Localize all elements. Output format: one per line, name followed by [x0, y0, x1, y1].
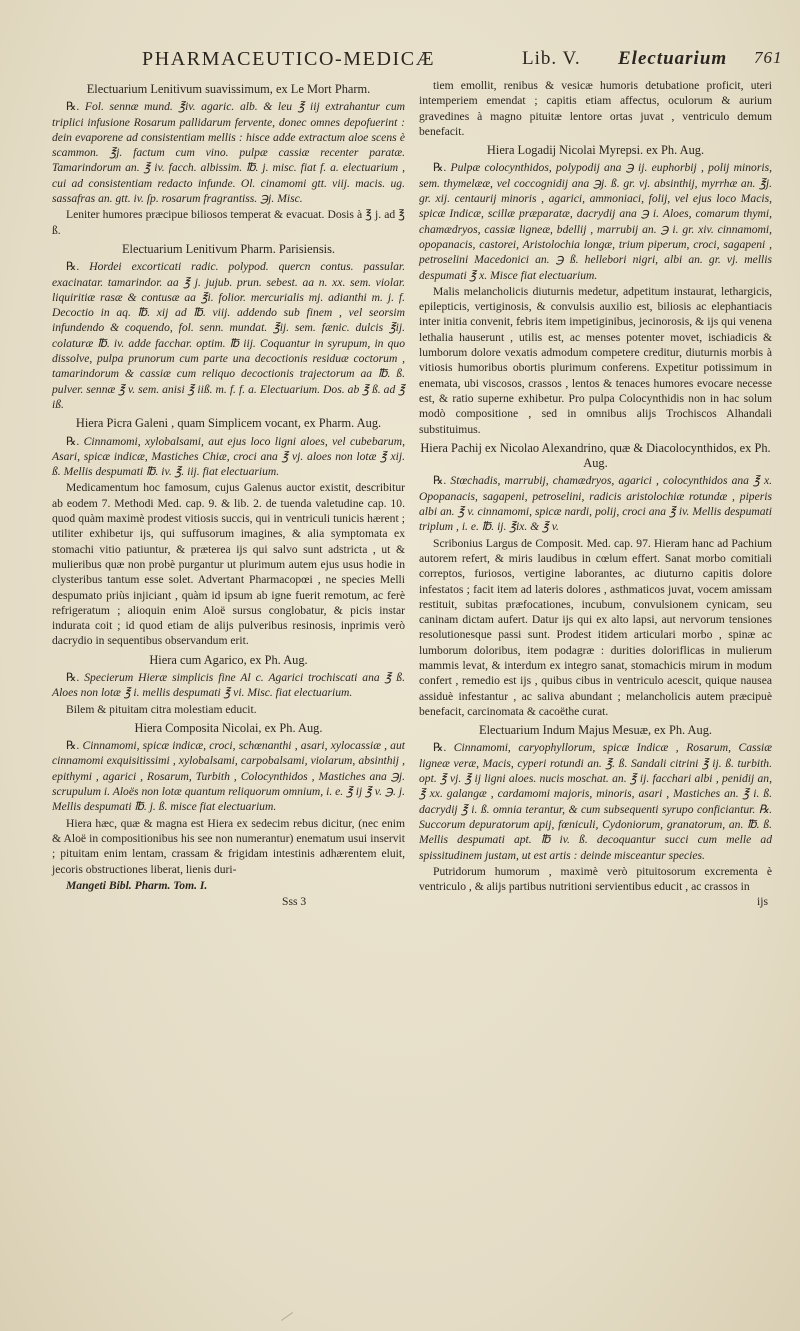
recipe-title: Electuarium Lenitivum Pharm. Parisiensis. — [121, 241, 335, 256]
body-paragraph: Hiera hæc, quæ & magna est Hiera ex sedecim rebus dicitur, (nec enim & Aloë in compositionibus his see non numerantur) enematum usui inservit ; pituitam enim lentam, crassam & frigidam intestinis adhærentem eluit, jecoris obstructiones liberat, lienis duri- — [52, 816, 405, 876]
paper-blemish — [281, 1312, 293, 1321]
body-paragraph: Medicamentum hoc famosum, cujus Galenus auctor existit, describitur ab eodem 7. Methodi Med. cap. 9. & lib. 2. de tuenda valetudine cap. 10. quod quàm maximè prodest vitiosis succis, qui in ventriculi tunicis hærent ; utiliter exhibetur ijs, qui suffusorum imagines, & alia symptomata ex stomachi vitio patiuntur, & præterea ijs qui salvo sunt adstricta , ut & mulieribus quæ non probè purgantur ut plurimum autem ejus usus hodie in clysteribus tantum esse solet. Advertant Pharmacopœi , ne species Melli despumato priùs injiciant , quàm id ipsum ab igne fuerit remotum, ac ferè refrigeratum ; alioquin enim Aloë sursus conglobatur, & picis instar indurata coit ; id quod etiam de alijs pulveribus resinosis, inprimis verò dacrydio in sequentibus observandum erit. — [52, 481, 405, 648]
section-title: Electuarium — [618, 48, 728, 69]
recipe-title: Hiera Picra Galeni , quam Simplicem vocant, ex Pharm. Aug. — [75, 416, 382, 431]
recipe-formula: ℞. Cinnamomi, caryophyllorum, spicæ Indicæ , Rosarum, Cassiæ ligneæ veræ, Macis, cyperi rotundi an. ℥. ß. Sandali citrini ℥ ij. ß. turbith. opt. ℥ vj. ℥ ij ligni aloes. nucis moschat. an. ℥ ij. facchari albi , penidij an, ℥ xx. galangæ , cardamomi majoris, minoris, asari , Mastiches an. ℥ i. ß. dacrydij ℥ i. ß. omnia terantur, & cum subsequenti syrupo conficiantur. ℞. Succorum depuratorum apij, fœniculi, Cydoniorum, granatorum, an. ℔. ß. Mellis despumati apt. ℔ iv. ß. decoquantur succi cum melle ad spissitudinem justam, ut est artis : deinde misceantur species. — [419, 741, 772, 862]
recipe-formula: ℞. Cinnamomi, xylobalsami, aut ejus loco ligni aloes, vel cubebarum, Asari, spicæ indicæ, Mastiches Chiæ, croci ana ℥ vj. aloes non lotæ ℥ xij. ß. Mellis despumati ℔. iv. ℥. iij. fiat electuarium. — [52, 434, 405, 479]
text-columns — [52, 78, 776, 895]
recipe-title: Hiera Composita Nicolai, ex Ph. Aug. — [134, 720, 323, 735]
body-paragraph: Bilem & pituitam citra molestiam educit. — [66, 702, 257, 716]
recipe-title: Electuarium Indum Majus Mesuæ, ex Ph. Aug. — [479, 723, 712, 738]
body-paragraph: tiem emollit, renibus & vesicæ humoris detubatione proficit, uteri intemperiem emendat ; capitis etiam affectus, oculorum & aurium gravedines à magno pituitæ lentore ortas juvat , ventriculo demum benefacit. — [419, 79, 772, 138]
body-paragraph: Scribonius Largus de Composit. Med. cap. 97. Hieram hanc ad Pachium autorem refert, & miris laudibus in cœlum effert. Sanat morbo comitiali correptos, furiosos, vertigine laborantes, ac diuturno capitis dolore infestatos ; facit item ad lateris dolores , asthmaticos juvat, vocem amissam restituit, subitas præfocationes, incubum, convulsionem cynicam, seu caninam dictam aufert. Datur ijs qui ex alto lapsi, aut nervorum tensiones resolutionesque passi sunt. Prodest itidem articulari morbo , spinæ ac lumborum doloribus, item podagræ : durities doloriflicas in mulierum mammis levat, & interdum ex integro sanat, stomachicis mirum in modum confert , remedio est ijs , quibus cibus in ventriculo acescit, quique nausea assiduè infestantur , ac saliva abundant ; melancholicis autem præcipuè benefacit, carcinomata & cacoëthe curat. — [419, 536, 772, 718]
signature-mark: Sss 3 — [282, 895, 307, 909]
page-number: 761 — [754, 48, 783, 67]
catchword: ijs — [757, 895, 768, 909]
recipe-title: Hiera Logadij Nicolai Myrepsi. ex Ph. Aug. — [486, 143, 705, 158]
recipe-formula: ℞. Stœchadis, marrubij, chamædryos, agarici , colocynthidos ana ℥ x. Opopanacis, sagapeni, petroselini, radicis aristolochiæ rotundæ , piperis albi an. ℥ v. cinnamomi, spicæ nardi, polij, croci ana ℥ iv. Mellis despumati triplum , i. e. ℔. ij. ℥ix. & ℥ v. — [419, 474, 772, 534]
recipe-title: Hiera Pachij ex Nicolao Alexandrino, quæ & Diacolocynthidos, ex Ph. Aug. — [420, 440, 771, 471]
recipe-formula: ℞. Cinnamomi, spicæ indicæ, croci, schœnanthi , asari, xylocassiæ , aut cinnamomi exquisitissimi , xylobalsami, carpobalsami, violarum, absinthij , epithymi , agarici , Rosarum, Turbith , Colocynthidos , Mastiches ana ℈j. scrupulum i. Aloës non lotæ quantum reliquorum omnium, i. e. ℥ ij ℥ v. ℈. j. Mellis despumati ℔. j. ß. misce fiat electuarium. — [52, 739, 405, 814]
book-number: Lib. V. — [522, 48, 581, 69]
recipe-formula: ℞. Hordei excorticati radic. polypod. quercn contus. passular. exacinatar. tamarindor. aa ℥ j. jujub. prun. sebest. aa n. xx. sem. violar. liquiritiæ rasæ & contusæ aa ℥i. folior. mercurialis mj. adianthi m. j. f. Decoctio in aq. ℔. xij ad ℔. viij. addendo sub finem , vel seorsim infundendo & coquendo, fol. senn. mundat. ℥ij. sem. fænic. dulcis ℥ij. colaturæ ℔. iv. adde facchar. optim. ℔ iij. Coquantur in syrupum, in quo dissolve, pulpa prunorum cum parte una decoctionis residuæ coctorum , tamarindorum & cassiæ cum reliquo decoctionis trajectorum aa ℔. ß. pulver. sennæ ℥ v. sem. anisi ℥ iiß. m. f. f. a. Electuarium. Dos. ab ℥ ß. ad ℥ iß. — [52, 260, 405, 411]
recipe-formula: ℞. Specierum Hieræ simplicis fine Al c. Agarici trochiscati ana ℥ ß. Aloes non lotæ ℥ i. mellis despumati ℥ vi. Misc. fiat electuarium. — [52, 670, 405, 700]
recipe-title: Hiera cum Agarico, ex Ph. Aug. — [149, 652, 308, 667]
body-paragraph: Leniter humores præcipue biliosos temperat & evacuat. Dosis à ℥ j. ad ℥ ß. — [52, 208, 405, 237]
right-column — [419, 78, 772, 895]
recipe-title: Electuarium Lenitivum suavissimum, ex Le Mort Pharm. — [86, 82, 371, 96]
footer-imprint: Mangeti Bibl. Pharm. Tom. I. — [66, 878, 208, 892]
recipe-formula: ℞. Fol. sennæ mund. ℥iv. agaric. alb. & leu ℥ iij extrahantur cum triplici infusione Rosarum pallidarum fervente, donec omnes depofuerint : dein evaporene ad consistentiam mellis : hisce adde extractum aloe scens è scammon. ℥j. factum cum vino. pulpæ cassiæ recenter paratæ. Tamarindorum an. ℥ iv. facch. albissim. ℔. j. misc. fiat f. a. electuarium , cui ad consistentiam redacto infunde. Ol. cinamomi gtt. viij. macis. ug. sassafras an. gtt. iv. ſp. rosarum fragrantiss. ℈j. Misc. — [52, 100, 405, 206]
signature-line — [52, 895, 776, 908]
left-column — [52, 78, 405, 895]
body-paragraph: Putridorum humorum , maximè verò pituitosorum excrementa è ventriculo , & alijs partibus nutritioni servientibus educit , ac crassos in — [419, 864, 772, 894]
running-title: PHARMACEUTICO-MEDICÆ — [142, 48, 436, 70]
running-header — [52, 44, 783, 76]
body-paragraph: Malis melancholicis diuturnis medetur, adpetitum instaurat, lethargicis, epilepticis, vertiginosis, & convulsis auxilio est, biliosis ac elephantiacis inter initia convenit, febris item impetiginibus, jecinorosis, & ijs qui venena lethalia hauserunt , utilis est, ac menses potenter movet, ischiadicis & lumborum dolore vexatis admodum competere creditur, diuturnis morbis à vitiosis humoribus obortis plurimum conferens. Expetitur potissimum in enemata, ubi viscosos, crassos , lentos & tenaces humores evocare necesse est, & ratio superne exhibetur. Pro pulpa Colocynthidis non in hac solum modò compositione , sed in omnibus alijs Trochiscos Alhandali substituimus. — [419, 284, 772, 436]
recipe-formula: ℞. Pulpæ colocynthidos, polypodij ana ℈ ij. euphorbij , polij minoris, sem. thymelææ, vel coccognidij ana ℈j. ß. gr. vj. absinthij, myrrhæ an. ℥j. gr. xij. centaurij minoris , agarici, ammoniaci, folij, vel ejus loco Macis, spicæ Indicæ, scillæ præparatæ, dacrydij ana ℈ i. Aloes, comarum thymi, chamædryos, cassiæ ligneæ, bdellij , marrubij an. ℈ i. gr. xiv. cinnamomi, opopanacis, castorei, Aristolochia longæ, trium piperum, croci, sagapeni , petroselini Macedonici an. ℈ ß. hellebori nigri, albi an. gr. vj. mellis despumati ℥ x. Misce fiat electuarium. — [419, 161, 772, 282]
